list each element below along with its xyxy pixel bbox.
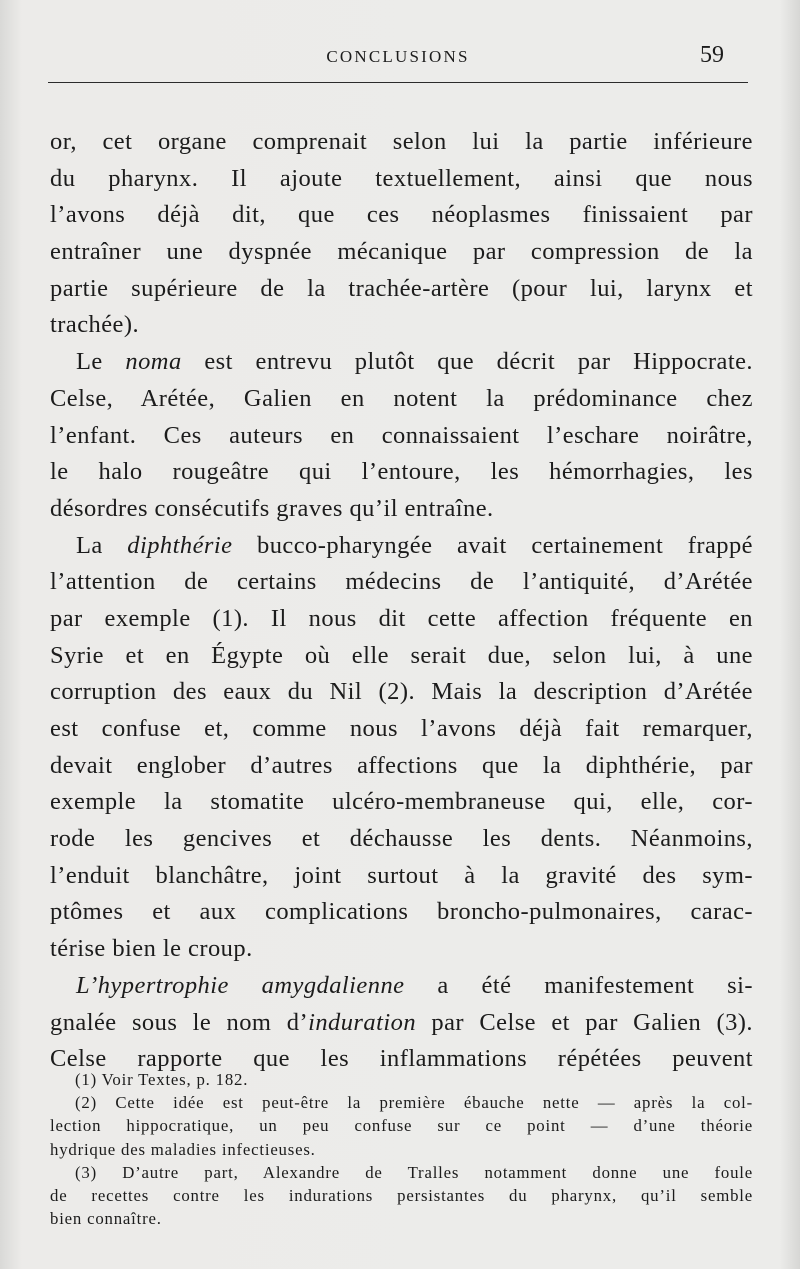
running-header bbox=[48, 44, 748, 84]
text-line: trachée). bbox=[50, 311, 140, 339]
text-line: devait englober d’autres affections que la diphthérie, par bbox=[50, 751, 753, 779]
text-line: Celse rapporte que les inflammations répétées peuvent bbox=[50, 1045, 753, 1073]
footnote-3-line: de recettes contre les indurations persistantes du pharynx, qu’il semble bbox=[50, 1185, 753, 1205]
text-line: est confuse et, comme nous l’avons déjà fait remarquer, bbox=[50, 715, 753, 742]
paragraph-start-diphtheria: La diphthérie bucco-pharyngée avait certainement frappé bbox=[76, 531, 754, 559]
footnote-2-line: hydrique des maladies infectieuses. bbox=[50, 1139, 316, 1159]
footnote-3: (3) D’autre part, Alexandre de Tralles notamment donne une foule bbox=[75, 1162, 753, 1182]
text-line: entraîner une dyspnée mécanique par compression de la bbox=[50, 238, 753, 266]
text-line: gnalée sous le nom d’induration par Celse et par Galien (3). bbox=[50, 1008, 753, 1036]
footnote-2-line: lection hippocratique, un peu confuse sur ce point — d’une théorie bbox=[50, 1116, 753, 1136]
text-line: exemple la stomatite ulcéro-membraneuse qui, elle, cor- bbox=[50, 788, 753, 816]
text-line: ptômes et aux complications broncho-pulmonaires, carac- bbox=[50, 898, 753, 926]
footnote-2: (2) Cette idée est peut-être la première ébauche nette — après la col- bbox=[75, 1093, 753, 1113]
text-line: désordres consécutifs graves qu’il entraîne. bbox=[50, 494, 494, 522]
text-line: rode les gencives et déchausse les dents. Néanmoins, bbox=[50, 825, 753, 853]
text-line: le halo rougeâtre qui l’entoure, les hémorrhagies, les bbox=[50, 458, 753, 486]
italic-term-noma: noma bbox=[125, 348, 182, 376]
italic-term-diphtheria: diphthérie bbox=[127, 531, 233, 559]
text-line: l’enduit blanchâtre, joint surtout à la gravité des sym- bbox=[50, 861, 753, 889]
footnote-1: (1) Voir Textes, p. 182. bbox=[75, 1070, 249, 1089]
text-line: térise bien le croup. bbox=[50, 935, 253, 963]
text-line: corruption des eaux du Nil (2). Mais la description d’Arétée bbox=[50, 678, 753, 706]
text-line: partie supérieure de la trachée-artère (pour lui, larynx et bbox=[50, 274, 753, 302]
header-rule bbox=[48, 82, 748, 83]
paragraph-start-noma: Le noma est entrevu plutôt que décrit par Hippocrate. bbox=[76, 348, 753, 376]
footnote-3-line: bien connaître. bbox=[50, 1209, 162, 1229]
footnotes bbox=[50, 1068, 753, 1230]
text-line: l’attention de certains médecins de l’antiquité, d’Arétée bbox=[50, 568, 753, 596]
page-number: 59 bbox=[700, 42, 724, 68]
body-text bbox=[50, 124, 753, 1078]
paragraph-start-hypertrophy: L’hypertrophie amygdalienne a été manifestement si- bbox=[76, 971, 754, 999]
running-title: CONCLUSIONS bbox=[326, 47, 470, 66]
text-line: Syrie et en Égypte où elle serait due, selon lui, à une bbox=[50, 641, 753, 669]
text-line: Celse, Arétée, Galien en notent la prédominance chez bbox=[50, 384, 753, 412]
text-line: or, cet organe comprenait selon lui la partie inférieure bbox=[50, 128, 753, 155]
italic-term-induration: induration bbox=[308, 1008, 417, 1036]
text-line: par exemple (1). Il nous dit cette affection fréquente en bbox=[50, 604, 753, 632]
italic-term-hypertrophy: L’hypertrophie amygdalienne bbox=[76, 971, 405, 999]
text-line: l’avons déjà dit, que ces néoplasmes finissaient par bbox=[50, 201, 753, 229]
text-line: l’enfant. Ces auteurs en connaissaient l’eschare noirâtre, bbox=[50, 421, 753, 449]
text-line: du pharynx. Il ajoute textuellement, ainsi que nous bbox=[50, 164, 753, 192]
